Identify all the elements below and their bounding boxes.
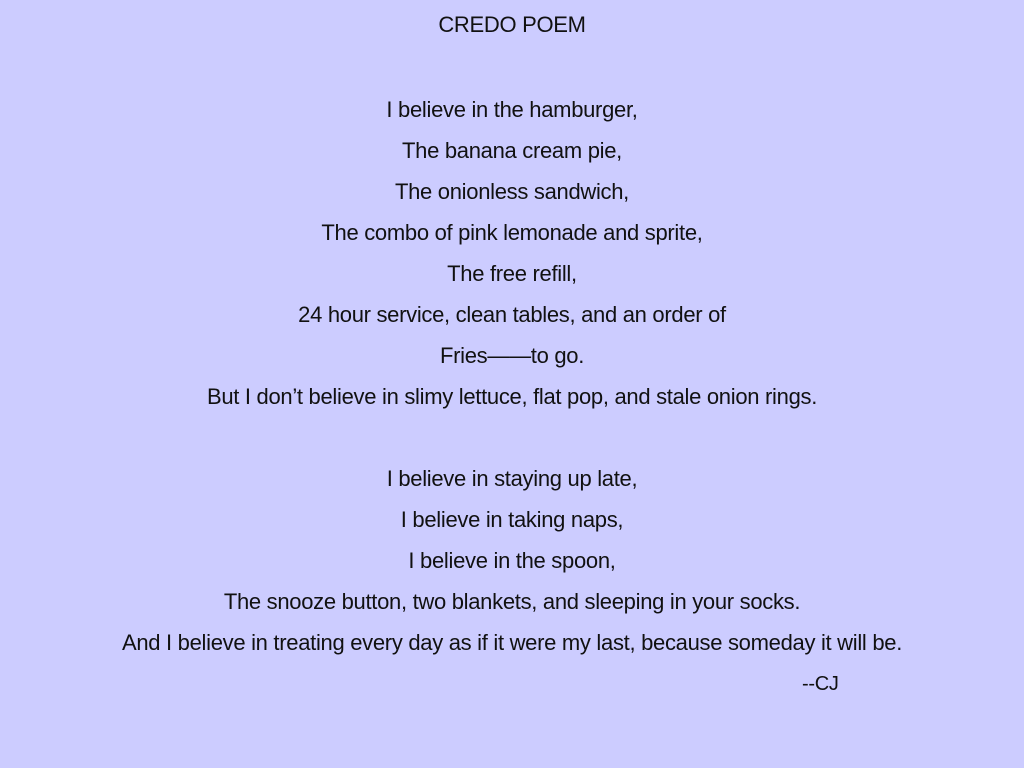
poem-line: I believe in the hamburger, bbox=[386, 97, 638, 122]
poem-line: Fries——to go. bbox=[439, 343, 585, 368]
poem-line: But I don’t believe in slimy lettuce, flat pop, and stale onion rings. bbox=[206, 384, 818, 409]
poem-title: CREDO POEM bbox=[438, 12, 586, 37]
stanza-2 bbox=[0, 458, 1024, 663]
poem-line: I believe in the spoon, bbox=[408, 548, 616, 573]
poem-line: The free refill, bbox=[447, 261, 577, 286]
poem-line: The onionless sandwich, bbox=[394, 179, 629, 204]
poem-author: --CJ bbox=[802, 673, 839, 695]
poem-line: The snooze button, two blankets, and sleeping in your socks. bbox=[223, 589, 801, 614]
poem-line: 24 hour service, clean tables, and an order of bbox=[298, 302, 726, 327]
poem-line: The combo of pink lemonade and sprite, bbox=[321, 220, 703, 245]
poem-line: The banana cream pie, bbox=[402, 138, 622, 163]
poem-line: I believe in taking naps, bbox=[400, 507, 624, 532]
poem-line: I believe in staying up late, bbox=[386, 466, 638, 491]
poem-line: And I believe in treating every day as if it were my last, because someday it will be. bbox=[121, 630, 903, 655]
stanza-1 bbox=[0, 89, 1024, 417]
